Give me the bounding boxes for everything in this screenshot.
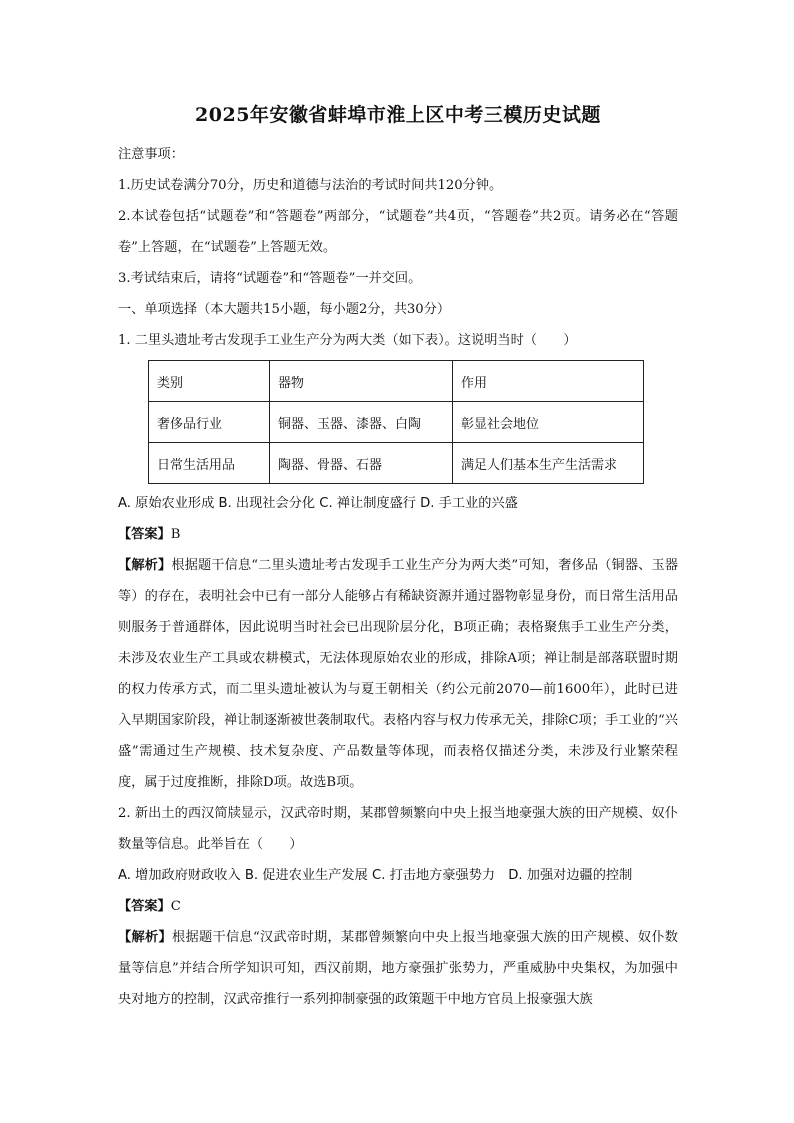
table-cell: 陶器、骨器、石器 — [270, 443, 453, 484]
table-header-cell: 作用 — [453, 361, 644, 402]
notice-item-3: 3.考试结束后，请将“试题卷”和“答题卷”一并交回。 — [118, 271, 422, 286]
analysis-text: 根据题干信息“二里头遗址考古发现手工业生产分为两大类”可知，奢侈品（铜器、玉器等）的存在，表明社会中已有一部分人能够占有稀缺资源并通过器物彰显身份，而日常生活用品则服务于普通群体，因此说明当时社会已出现阶层分化，B项正确；表格聚焦手工业生产分类，未涉及农业生产工具或农耕模式，无法体现原始农业的形成，排除A项；禅让制是部落联盟时期的权力传承方式，而二里头遗址被认为与夏王朝相关（约公元前2070—前1600年），此时已进入早期国家阶段，禅让制逐渐被世袭制取代。表格内容与权力传承无关，排除C项；手工业的“兴盛”需通过生产规模、技术复杂度、产品数量等体现，而表格仅描述分类，未涉及行业繁荣程度，属于过度推断，排除D项。故选B项。 — [118, 558, 679, 790]
notice-heading: 注意事项： — [118, 147, 184, 162]
document-page — [118, 100, 678, 1015]
analysis-text: 根据题干信息“汉武帝时期，某郡曾频繁向中央上报当地豪强大族的田产规模、奴仆数量等信息”并结合所学知识可知，西汉前期，地方豪强扩张势力，严重威胁中央集权，为加强中央对地方的控制，汉武帝推行一系列抑制豪强的政策题干中地方官员上报豪强大族 — [118, 930, 678, 1007]
answer-label: 【答案】 — [118, 899, 171, 914]
table-header-row — [149, 361, 644, 402]
table-header-cell: 类别 — [149, 361, 270, 402]
notice-item-2: 2.本试卷包括“试题卷”和“答题卷”两部分，“试题卷”共4页，“答题卷”共2页。请务必在“答题卷”上答题，在“试题卷”上答题无效。 — [118, 209, 678, 255]
notice-item-1: 1.历史试卷满分70分，历史和道德与法治的考试时间共120分钟。 — [118, 178, 503, 193]
q1-table — [148, 360, 644, 484]
answer-label: 【答案】 — [118, 527, 171, 542]
answer-value: B — [170, 527, 181, 542]
q1-answer — [118, 519, 678, 550]
q1-stem: 1. 二里头遗址考古发现手工业生产分为两大类（如下表）。这说明当时（ ） — [118, 333, 577, 348]
section-heading: 一、单项选择（本大题共15小题，每小题2分，共30分） — [118, 302, 451, 317]
q1-options: A. 原始农业形成 B. 出现社会分化 C. 禅让制度盛行 D. 手工业的兴盛 — [118, 496, 518, 511]
document-title: 2025年安徽省蚌埠市淮上区中考三模历史试题 — [195, 104, 601, 126]
table-row — [149, 402, 644, 443]
q1-analysis — [118, 550, 678, 798]
q2-answer — [118, 891, 678, 922]
q2-stem: 2. 新出土的西汉简牍显示，汉武帝时期，某郡曾频繁向中央上报当地豪强大族的田产规模、奴仆数量等信息。此举旨在（ ） — [118, 806, 678, 852]
q2-analysis — [118, 922, 678, 1015]
table-cell: 日常生活用品 — [149, 443, 270, 484]
table-cell: 彰显社会地位 — [453, 402, 644, 443]
table-cell: 铜器、玉器、漆器、白陶 — [270, 402, 453, 443]
q2-options: A. 增加政府财政收入 B. 促进农业生产发展 C. 打击地方豪强势力 D. 加强对边疆的控制 — [118, 868, 633, 883]
analysis-label: 【解析】 — [118, 930, 172, 945]
answer-value: C — [170, 899, 181, 914]
table-cell: 奢侈品行业 — [149, 402, 270, 443]
table-header-cell: 器物 — [270, 361, 453, 402]
table-cell: 满足人们基本生产生活需求 — [453, 443, 644, 484]
analysis-label: 【解析】 — [118, 558, 172, 573]
table-row — [149, 443, 644, 484]
